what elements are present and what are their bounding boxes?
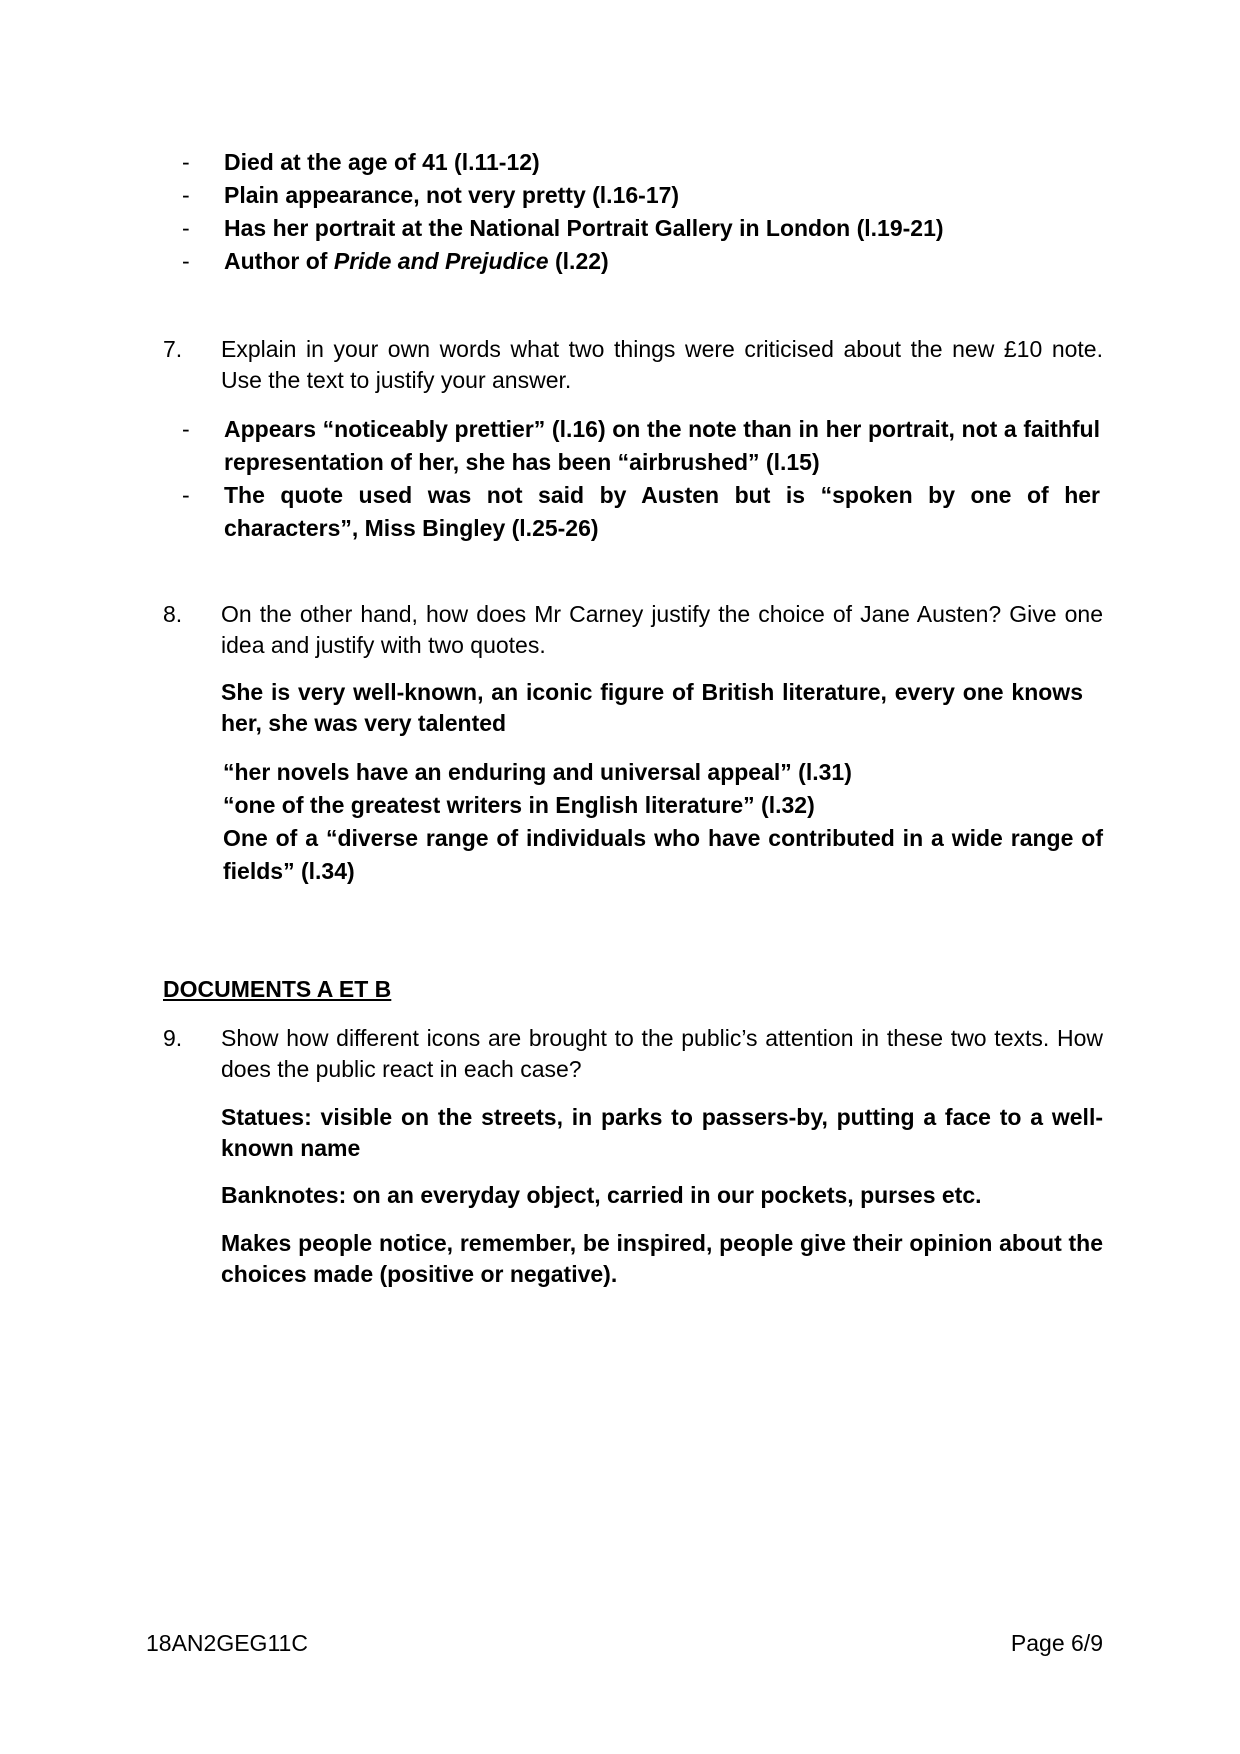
bullet-text: Has her portrait at the National Portrait Gallery in London (l.19-21) (224, 215, 944, 241)
question-text: Explain in your own words what two things were criticised about the new £10 note. Use the text to justify your answer. (221, 336, 1103, 393)
answer-quote: One of a “diverse range of individuals who have contributed in a wide range of fields” (l.34) (223, 825, 1103, 884)
answer-idea: She is very well-known, an iconic figure of British literature, every one knows her, she was very talented (221, 679, 1083, 736)
question-text: Show how different icons are brought to the public’s attention in these two texts. How does the public react in each case? (221, 1025, 1103, 1082)
question-number: 8. (163, 601, 183, 627)
answer-quote: “her novels have an enduring and universal appeal” (l.31) (223, 759, 852, 785)
bullet-dash: - (182, 149, 190, 175)
answer-quote: “one of the greatest writers in English literature” (l.32) (223, 792, 815, 818)
bullet-text (224, 245, 1100, 278)
question-number: 7. (163, 336, 183, 362)
bullet-dash: - (182, 215, 190, 241)
bullet-text: Died at the age of 41 (l.11-12) (224, 149, 540, 175)
book-title: Pride and Prejudice (333, 248, 549, 274)
question-text: On the other hand, how does Mr Carney justify the choice of Jane Austen? Give one idea and justify with two quotes. (221, 601, 1103, 658)
bullet-dash: - (182, 182, 190, 208)
bullet-prefix: Author of (224, 248, 334, 274)
answer-text: The quote used was not said by Austen but is “spoken by one of her characters”, Miss Bingley (l.25-26) (224, 482, 1100, 541)
document-code: 18AN2GEG11C (146, 1630, 308, 1656)
bullet-dash: - (182, 416, 190, 442)
answer-paragraph: Makes people notice, remember, be inspired, people give their opinion about the choices made (positive or negative). (221, 1230, 1103, 1287)
answer-text: Appears “noticeably prettier” (l.16) on the note than in her portrait, not a faithful representation of her, she has been “airbrushed” (l.15) (224, 416, 1100, 475)
bullet-dash: - (182, 248, 190, 274)
bullet-text: Plain appearance, not very pretty (l.16-17) (224, 182, 680, 208)
question-number: 9. (163, 1025, 183, 1051)
answer-paragraph: Statues: visible on the streets, in parks to passers-by, putting a face to a well-known name (221, 1104, 1103, 1161)
page-number: Page 6/9 (1010, 1630, 1103, 1656)
answer-paragraph: Banknotes: on an everyday object, carried in our pockets, purses etc. (221, 1182, 982, 1208)
bullet-dash: - (182, 482, 190, 508)
section-heading: DOCUMENTS A ET B (163, 976, 392, 1002)
bullet-suffix: (l.22) (548, 248, 609, 274)
